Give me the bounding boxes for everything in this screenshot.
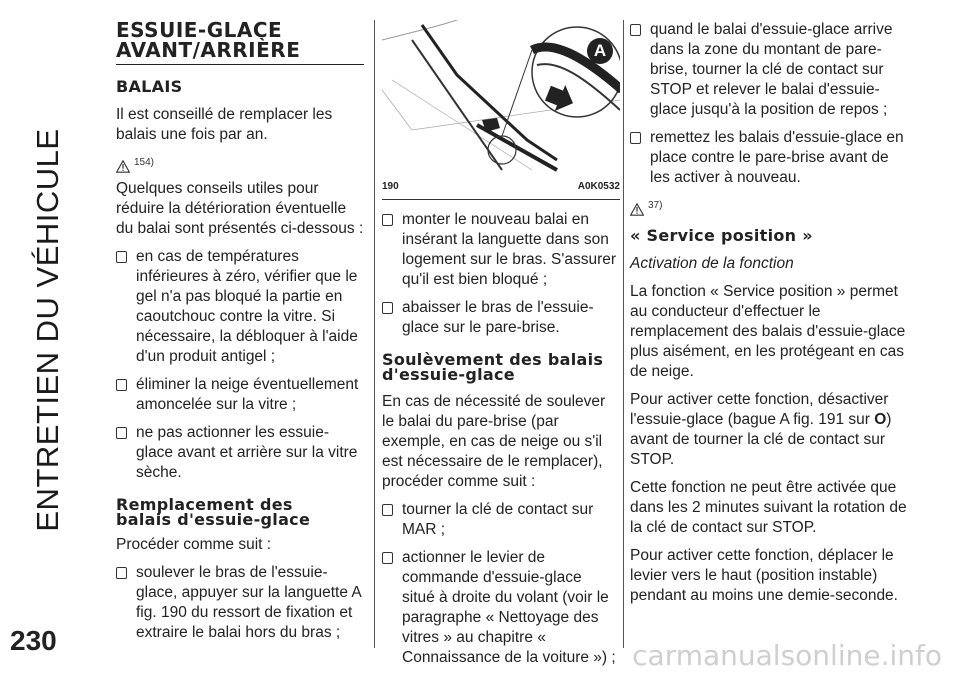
list-item — [382, 210, 618, 290]
checkbox-bullet-icon — [382, 504, 393, 516]
list-item-text: tourner la clé de contact sur MAR ; — [402, 501, 594, 538]
title-line: ESSUIE-GLACE — [116, 18, 283, 42]
callout-label: A — [593, 41, 607, 60]
subsection-title: « Service position » — [630, 226, 813, 245]
checkbox-bullet-icon — [116, 379, 127, 391]
section-title — [116, 20, 364, 65]
list-item — [382, 548, 618, 668]
paragraph: La fonction « Service position » permet au conducteur d'effectuer le remplacement des balais d'essuie-glace plus aisément, en les protégeant en cas de neige. — [630, 283, 906, 380]
paragraph: Il est conseillé de remplacer les balais une fois par an. — [116, 106, 333, 143]
wiper-figure — [382, 20, 620, 200]
title-line: AVANT/ARRIÈRE — [116, 38, 301, 62]
list-item-text: abaisser le bras de l'essuie-glace sur le pare-brise. — [402, 299, 594, 336]
list-item-text: soulever le bras de l'essuie-glace, appuyer sur la languette A fig. 190 du ressort de fixation et extraire le balai hors du bras ; — [136, 564, 361, 641]
list-item — [630, 128, 912, 188]
symbol-off: O — [874, 411, 887, 428]
text-run: Pour activer cette fonction, désactiver l'essuie-glace (bague A fig. 191 sur — [630, 391, 889, 428]
list-item-text: quand le balai d'essuie-glace arrive dans la zone du montant de pare-brise, tourner la clé de contact sur STOP et relever le balai d'essuie-glace jusqu'à la position de repos ; — [650, 21, 893, 118]
text-run: ) avant de tourner la clé de contact sur STOP. — [630, 411, 892, 468]
list-item — [116, 247, 364, 367]
column-1 — [116, 20, 364, 651]
list-item — [116, 375, 364, 415]
paragraph: Quelques conseils utiles pour réduire la détérioration éventuelle du balai sont présentés ci-dessous : — [116, 180, 364, 237]
list-item-text: remettez les balais d'essuie-glace en place contre le pare-brise avant de les activer à nouveau. — [650, 129, 904, 186]
watermark: carmanualsonline.info — [632, 639, 942, 672]
list-item — [116, 423, 364, 483]
title-line: balais d'essuie-glace — [116, 510, 311, 529]
paragraph: Procéder comme suit : — [116, 536, 272, 553]
paragraph: En cas de nécessité de soulever le balai du pare-brise (par exemple, en cas de neige ou s'il est nécessaire de le remplacer), procéder comme suit : — [382, 393, 606, 490]
list-item — [116, 563, 364, 643]
list-item-text: monter le nouveau balai en insérant la languette dans son logement sur le bras. S'assurer qu'il est bien bloqué ; — [402, 211, 617, 288]
list-item-text: en cas de températures inférieures à zéro, vérifier que le gel n'a pas bloqué la partie en caoutchouc contre la vitre. Si nécessaire, la débloquer à l'aide d'un produit antigel ; — [136, 248, 358, 365]
page-number: 230 — [10, 625, 57, 656]
column-divider — [374, 20, 375, 648]
warning-number: 154) — [134, 157, 155, 168]
subtitle: Activation de la fonction — [630, 255, 794, 272]
figure-number: 190 — [382, 181, 399, 192]
checkbox-bullet-icon — [116, 251, 127, 263]
list-item-text: ne pas actionner les essuie-glace avant et arrière sur la vitre sèche. — [136, 424, 358, 481]
wiper-blade-illustration — [382, 20, 620, 186]
checkbox-bullet-icon — [116, 567, 127, 579]
warning-number: 37) — [648, 200, 663, 211]
checkbox-bullet-icon — [382, 302, 393, 314]
checkbox-bullet-icon — [382, 552, 393, 564]
paragraph: Pour activer cette fonction, déplacer le levier vers le haut (position instable) pendant au moins une demie-seconde. — [630, 547, 898, 604]
warning-triangle-icon — [630, 203, 644, 216]
checkbox-bullet-icon — [630, 132, 641, 144]
list-item — [382, 500, 618, 540]
figure-code: A0K0532 — [577, 181, 620, 192]
column-2 — [382, 20, 618, 676]
title-line: Soulèvement des balais — [382, 350, 604, 369]
list-item — [630, 20, 912, 120]
callout-a — [587, 38, 613, 64]
checkbox-bullet-icon — [116, 427, 127, 439]
subsection-title: BALAIS — [116, 77, 183, 96]
warning-ref — [630, 196, 912, 216]
paragraph: Cette fonction ne peut être activée que dans les 2 minutes suivant la rotation de la clé de contact sur STOP. — [630, 479, 907, 536]
title-line: d'essuie-glace — [382, 365, 515, 384]
subsection-title — [382, 352, 618, 382]
warning-triangle-icon — [116, 160, 130, 173]
warning-ref — [116, 153, 364, 173]
subsection-title — [116, 497, 364, 527]
column-3 — [630, 20, 912, 614]
list-item-text: éliminer la neige éventuellement amoncelée sur la vitre ; — [136, 376, 359, 413]
paragraph — [630, 390, 912, 470]
title-line: Remplacement des — [116, 495, 293, 514]
column-divider — [623, 20, 624, 648]
checkbox-bullet-icon — [630, 24, 641, 36]
list-item-text: actionner le levier de commande d'essuie-glace situé à droite du volant (voir le paragraphe « Nettoyage des vitres » au chapitre « Connaissance de la voiture ») ; — [402, 549, 616, 666]
checkbox-bullet-icon — [382, 214, 393, 226]
list-item — [382, 298, 618, 338]
figure-caption — [382, 177, 620, 197]
chapter-side-title: ENTRETIEN DU VÉHICULE — [30, 128, 65, 532]
